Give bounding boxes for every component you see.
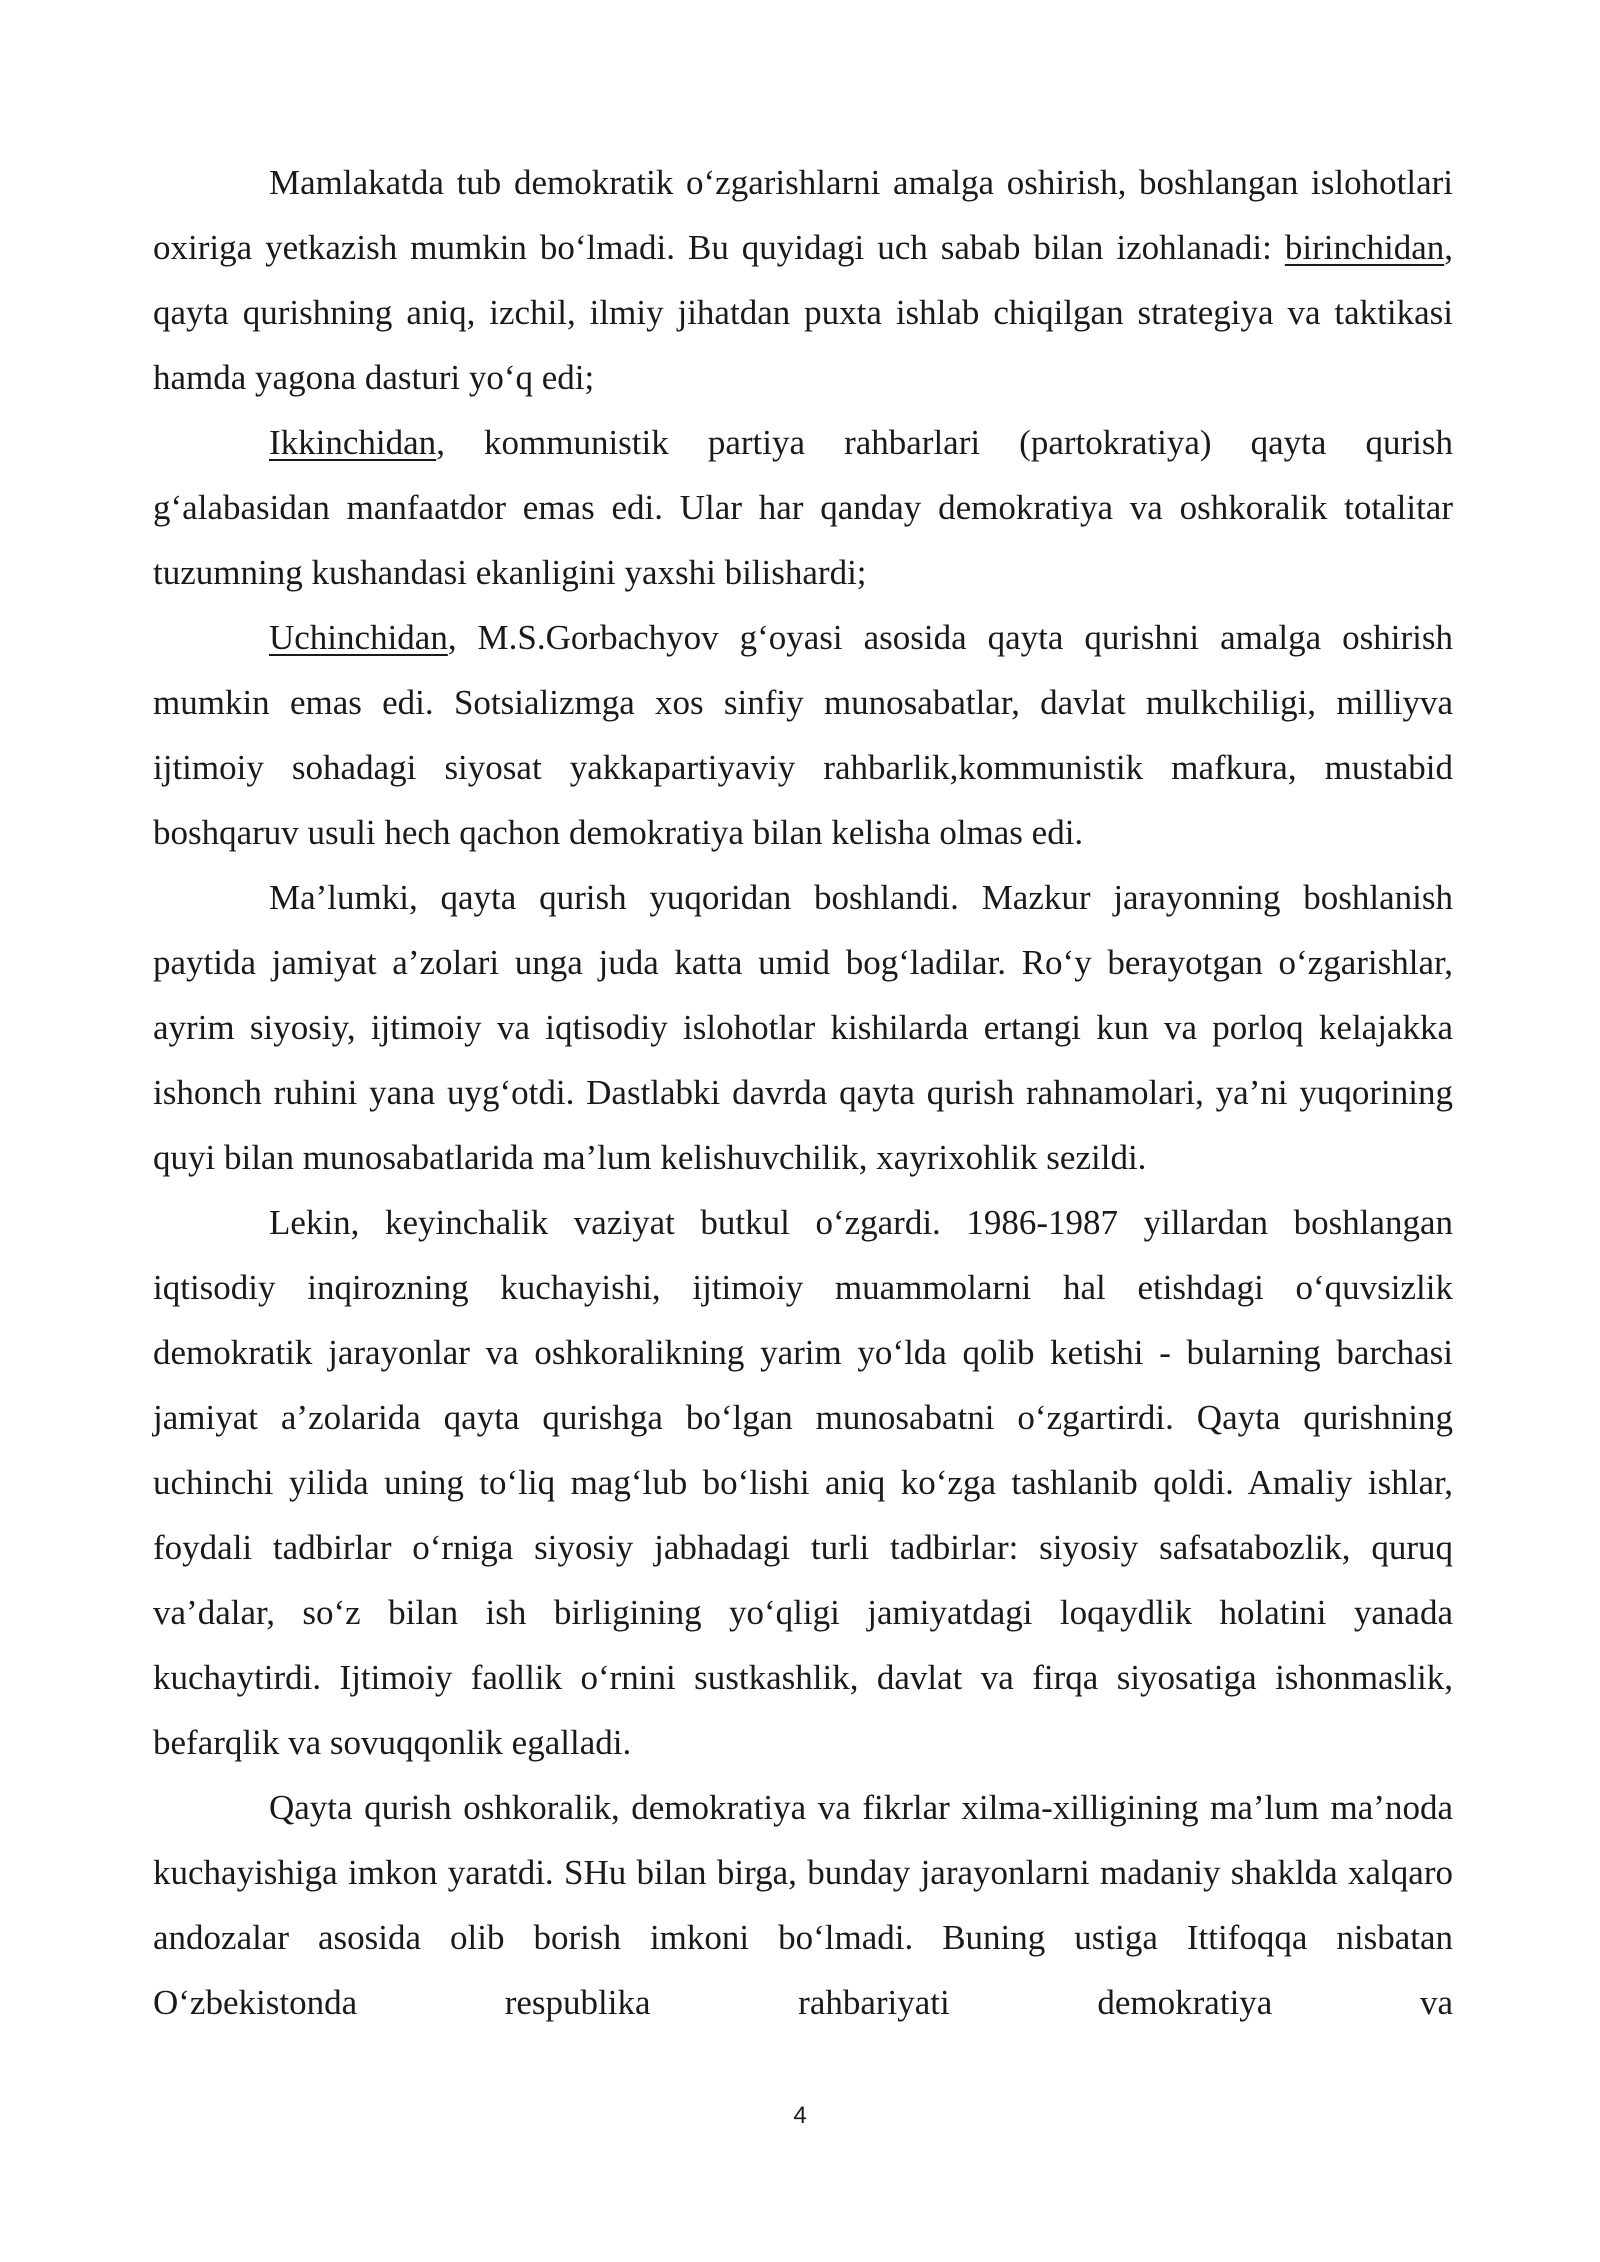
paragraph-reasons-intro — [153, 150, 1453, 410]
paragraph-text: Qayta qurish oshkoralik, demokratiya va fikrlar xilma-xilligining ma’lum ma’noda kuchayishiga imkon yaratdi. SHu bilan birga, bunday jarayonlarni madaniy shaklda xalqaro andozalar asosida olib borish imkoni bo‘lmadi. Buning ustiga Ittifoqqa nisbatan O‘zbekistonda respublika rahbariyati demokratiya va — [153, 1788, 1453, 2022]
paragraph-second-reason — [153, 410, 1453, 605]
paragraph-situation-changed — [153, 1190, 1453, 1775]
document-page — [153, 150, 1453, 2035]
paragraph-perestroika-start — [153, 865, 1453, 1190]
paragraph-text: Mamlakatda tub demokratik o‘zgarishlarni amalga oshirish, boshlangan islohotlari oxiriga yetkazish mumkin bo‘lmadi. Bu quyidagi uch sabab bilan izohlanadi: — [153, 163, 1453, 267]
paragraph-text: Ma’lumki, qayta qurish yuqoridan boshlandi. Mazkur jarayonning boshlanish paytida jamiyat a’zolari unga juda katta umid bog‘ladilar. Ro‘y berayotgan o‘zgarishlar, ayrim siyosiy, ijtimoiy va iqtisodiy islohotlar kishilarda ertangi kun va porloq kelajakka ishonch ruhini yana uyg‘otdi. Dastlabki davrda qayta qurish rahnamolari, ya’ni yuqorining quyi bilan munosabatlarida ma’lum kelishuvchilik, xayrixohlik sezildi. — [153, 878, 1453, 1177]
paragraph-text: , kommunistik partiya rahbarlari (partokratiya) qayta qurish g‘alabasidan manfaatdor emas edi. Ular har qanday demokratiya va oshkoralik totalitar tuzumning kushandasi ekanligini yaxshi bilishardi; — [153, 423, 1453, 592]
paragraph-third-reason — [153, 605, 1453, 865]
underlined-term-uchinchidan: Uchinchidan — [269, 618, 448, 657]
paragraph-text: Lekin, keyinchalik vaziyat butkul o‘zgardi. 1986-1987 yillardan boshlangan iqtisodiy inqirozning kuchayishi, ijtimoiy muammolarni hal etishdagi o‘quvsizlik demokratik jarayonlar va oshkoralikning yarim yo‘lda qolib ketishi - bularning barchasi jamiyat a’zolarida qayta qurishga bo‘lgan munosabatni o‘zgartirdi. Qayta qurishning uchinchi yilida uning to‘liq mag‘lub bo‘lishi aniq ko‘zga tashlanib qoldi. Amaliy ishlar, foydali tadbirlar o‘rniga siyosiy jabhadagi turli tadbirlar: siyosiy safsatabozlik, quruq va’dalar, so‘z bilan ish birligining yo‘qligi jamiyatdagi loqaydlik holatini yanada kuchaytirdi. Ijtimoiy faollik o‘rnini sustkashlik, davlat va firqa siyosatiga ishonmaslik, befarqlik va sovuqqonlik egalladi. — [153, 1203, 1453, 1762]
underlined-term-birinchidan: birinchidan — [1284, 228, 1445, 267]
paragraph-text: , M.S.Gorbachyov g‘oyasi asosida qayta qurishni amalga oshirish mumkin emas edi. Sotsializmga xos sinfiy munosabatlar, davlat mulkchiligi, milliyva ijtimoiy sohadagi siyosat yakkapartiyaviy rahbarlik,kommunistik mafkura, mustabid boshqaruv usuli hech qachon demokratiya bilan kelisha olmas edi. — [153, 618, 1453, 852]
underlined-term-ikkinchidan: Ikkinchidan — [269, 423, 437, 462]
paragraph-text: , qayta qurishning aniq, izchil, ilmiy jihatdan puxta ishlab chiqilgan strategiya va taktikasi hamda yagona dasturi yo‘q edi; — [153, 228, 1453, 397]
paragraph-glasnost — [153, 1775, 1453, 2035]
page-number: 4 — [793, 2102, 807, 2129]
